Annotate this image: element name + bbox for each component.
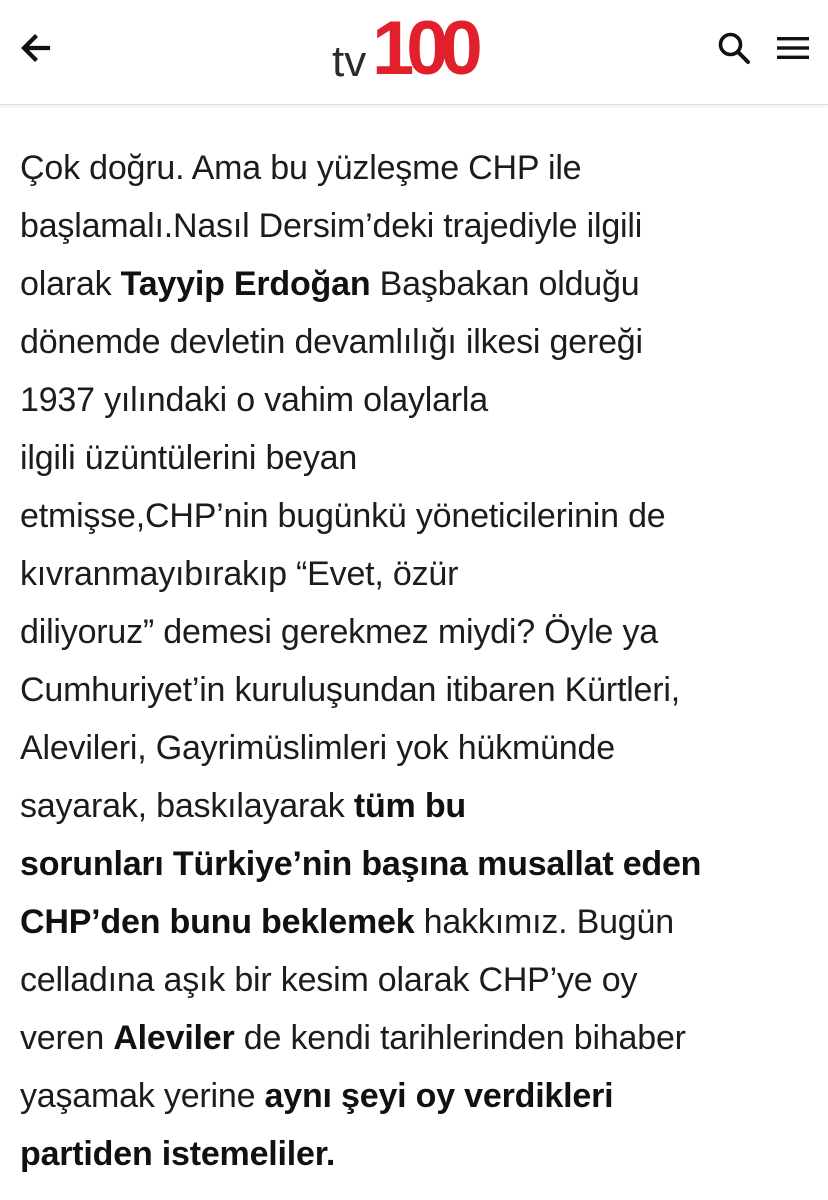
text-segment: Başbakan olduğu <box>370 265 640 303</box>
text-segment: başlamalı.Nasıl Dersim’deki trajediyle ilgili <box>20 207 643 245</box>
article-line <box>20 835 820 893</box>
article-line <box>20 313 820 371</box>
logo-number-text: 100 <box>372 10 475 86</box>
top-navigation-bar <box>0 0 828 105</box>
article-line <box>20 661 820 719</box>
bold-text-segment: Tayyip Erdoğan <box>120 265 371 303</box>
article-line <box>20 1125 820 1183</box>
article-line <box>20 139 820 197</box>
bold-text-segment: CHP’den bunu beklemek <box>20 903 415 941</box>
text-segment: celladına aşık bir kesim olarak CHP’ye oy <box>20 961 638 999</box>
article-line <box>20 197 820 255</box>
article-line <box>20 487 820 545</box>
menu-button[interactable] <box>770 26 816 70</box>
text-segment: Çok doğru. Ama bu yüzleşme CHP ile <box>20 149 582 187</box>
article-line <box>20 1067 820 1125</box>
article-line <box>20 545 820 603</box>
text-segment: sayarak, baskılayarak <box>20 787 354 825</box>
arrow-left-icon <box>18 30 54 66</box>
article-line <box>20 893 820 951</box>
article-line <box>20 429 820 487</box>
article-line <box>20 603 820 661</box>
text-segment: etmişse,CHP’nin bugünkü yöneticilerinin de <box>20 497 666 535</box>
text-segment: Alevileri, Gayrimüslimleri yok hükmünde <box>20 729 615 767</box>
back-button[interactable] <box>14 26 58 70</box>
article-line <box>20 371 820 429</box>
bold-text-segment: aynı şeyi oy verdikleri <box>264 1077 614 1115</box>
bold-text-segment: tüm bu <box>353 787 466 825</box>
text-segment: veren <box>20 1019 114 1057</box>
search-button[interactable] <box>712 26 756 70</box>
text-segment: yaşamak yerine <box>20 1077 265 1115</box>
text-segment: diliyoruz” demesi gerekmez miydi? Öyle ya <box>20 613 659 651</box>
article-line <box>20 951 820 1009</box>
article-line <box>20 719 820 777</box>
text-segment: de kendi tarihlerinden bihaber <box>234 1019 686 1057</box>
text-segment: dönemde devletin devamlılığı ilkesi gereği <box>20 323 643 361</box>
article-line <box>20 255 820 313</box>
bold-text-segment: Aleviler <box>113 1019 235 1057</box>
text-segment: ilgili üzüntülerini beyan <box>20 439 358 477</box>
text-segment: kıvranmayıbırakıp “Evet, özür <box>20 555 459 593</box>
hamburger-menu-icon <box>776 35 810 61</box>
tv100-logo[interactable] <box>330 10 502 86</box>
article-body <box>20 139 820 1183</box>
text-segment: olarak <box>20 265 121 303</box>
text-segment: hakkımız. Bugün <box>414 903 674 941</box>
logo-prefix-text: tv <box>332 37 367 86</box>
article-line <box>20 777 820 835</box>
text-segment: Cumhuriyet’in kuruluşundan itibaren Kürtleri, <box>20 671 680 709</box>
bold-text-segment: sorunları Türkiye’nin başına musallat eden <box>20 845 702 883</box>
bold-text-segment: partiden istemeliler. <box>20 1135 336 1173</box>
text-segment: 1937 yılındaki o vahim olaylarla <box>20 381 488 419</box>
article-line <box>20 1009 820 1067</box>
search-icon <box>717 31 751 65</box>
